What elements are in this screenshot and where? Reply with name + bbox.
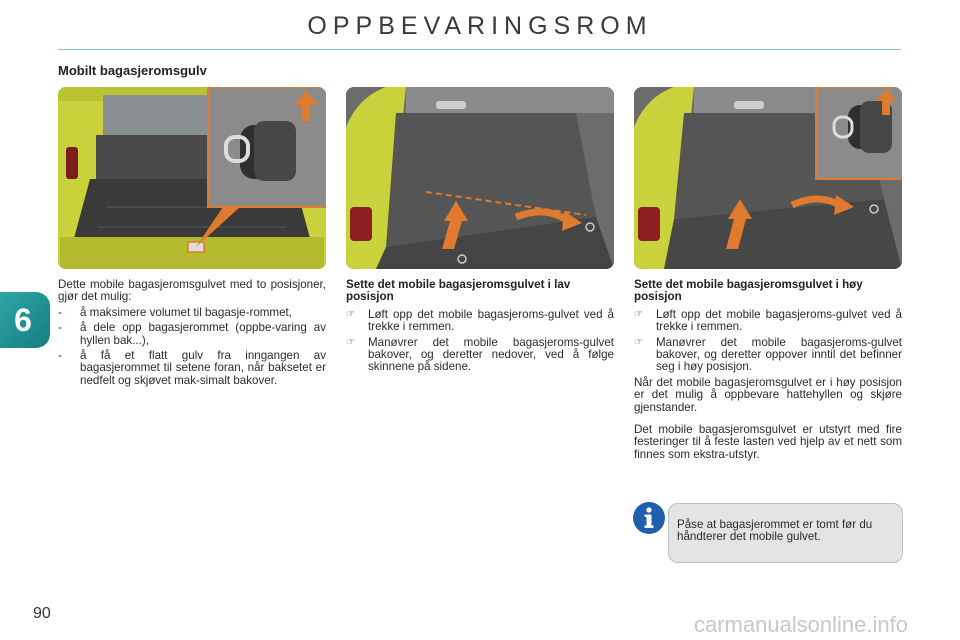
list-item	[346, 337, 614, 374]
high-position-note: Når det mobile bagasjeromsgulvet er i høy posisjon er det mulig å oppbevare hattehyllen og skjøre gjenstander.	[634, 375, 902, 414]
title-divider	[58, 49, 901, 50]
intro-text: Dette mobile bagasjeromsgulvet med to posisjoner, gjør det mulig:	[58, 278, 326, 304]
page-number: 90	[33, 605, 51, 622]
high-position-column	[634, 279, 902, 461]
dash-marker: -	[58, 349, 62, 363]
pointing-hand-icon: ☞	[634, 308, 643, 320]
list-item-text: Løft opp det mobile bagasjeroms-gulvet ved å trekke i remmen.	[656, 307, 902, 334]
boot-floor-high-icon	[634, 87, 902, 269]
list-item-text: å maksimere volumet til bagasje-rommet,	[80, 305, 292, 319]
info-icon	[632, 501, 666, 535]
pointing-hand-icon: ☞	[346, 308, 355, 320]
list-item-text: å dele opp bagasjerommet (oppbe-varing av hyllen bak...),	[80, 321, 326, 347]
high-position-heading: Sette det mobile bagasjeromsgulvet i høy posisjon	[634, 278, 863, 304]
list-item-text: Løft opp det mobile bagasjeroms-gulvet ved å trekke i remmen.	[368, 307, 614, 334]
info-text: Påse at bagasjerommet er tomt før du håndterer det mobile gulvet.	[677, 518, 873, 544]
list-item-text: Manøvrer det mobile bagasjeroms-gulvet bakover, og deretter nedover, ved å følge skinnene på sidene.	[368, 335, 614, 374]
list-item	[58, 322, 326, 347]
list-item	[634, 337, 902, 374]
dash-marker: -	[58, 305, 62, 319]
low-position-heading: Sette det mobile bagasjeromsgulvet i lav posisjon	[346, 278, 571, 304]
list-item	[346, 309, 614, 334]
watermark: carmanualsonline.info	[693, 612, 908, 637]
pointing-hand-icon: ☞	[634, 336, 643, 348]
list-item	[58, 350, 326, 387]
fastening-rings-note: Det mobile bagasjeromsgulvet er utstyrt med fire festeringer til å feste lasten ved hjelp av et nett som finnes som ekstra-utstyr.	[634, 423, 902, 461]
car-boot-strap-icon	[58, 87, 326, 269]
intro-column	[58, 279, 326, 387]
page-title: OPPBEVARINGSROM	[307, 12, 653, 40]
dash-marker: -	[58, 321, 62, 335]
list-item	[58, 307, 326, 319]
pointing-hand-icon: ☞	[346, 336, 355, 348]
section-heading: Mobilt bagasjeromsgulv	[58, 63, 207, 78]
boot-floor-low-icon	[346, 87, 614, 269]
chapter-number: 6	[14, 302, 32, 338]
low-position-column	[346, 279, 614, 374]
list-item	[634, 309, 902, 334]
list-item-text: å få et flatt gulv fra inngangen av bagasjerommet til setene foran, når baksetet er nedfelt og skjøvet mak-simalt bakover.	[80, 349, 326, 387]
list-item-text: Manøvrer det mobile bagasjeroms-gulvet bakover, og deretter oppover inntil det befinner seg i høy posisjon.	[656, 335, 902, 374]
